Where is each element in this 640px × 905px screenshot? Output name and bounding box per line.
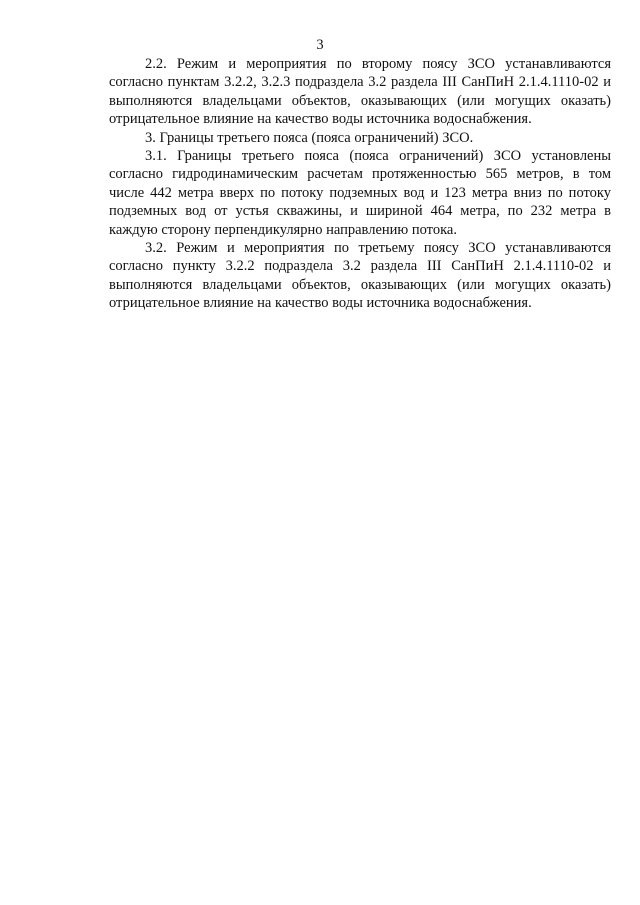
document-body (109, 55, 611, 313)
paragraph-3-1: 3.1. Границы третьего пояса (пояса ограничений) ЗСО установлены согласно гидродинамическим расчетам протяженностью 565 метров, в том числе 442 метра вверх по потоку подземных вод и 123 метра вниз по потоку подземных вод от устья скважины, и шириной 464 метра, по 232 метра в каждую сторону перпендикулярно направлению потока. (109, 148, 611, 238)
paragraph-3-2: 3.2. Режим и мероприятия по третьему поясу ЗСО устанавливаются согласно пункту 3.2.2 подраздела 3.2 раздела III СанПиН 2.1.4.1110-02 и выполняются владельцами объектов, оказывающих (или могущих оказать) отрицательное влияние на качество воды источника водоснабжения. (109, 240, 611, 312)
paragraph-3-heading: 3. Границы третьего пояса (пояса ограничений) ЗСО. (145, 129, 474, 146)
paragraph-2-2: 2.2. Режим и мероприятия по второму поясу ЗСО устанавливаются согласно пунктам 3.2.2, 3.2.3 подраздела 3.2 раздела III СанПиН 2.1.4.1110-02 и выполняются владельцами объектов, оказывающих (или могущих оказать) отрицательное влияние на качество воды источника водоснабжения. (109, 56, 611, 128)
page-number: 3 (316, 37, 324, 53)
